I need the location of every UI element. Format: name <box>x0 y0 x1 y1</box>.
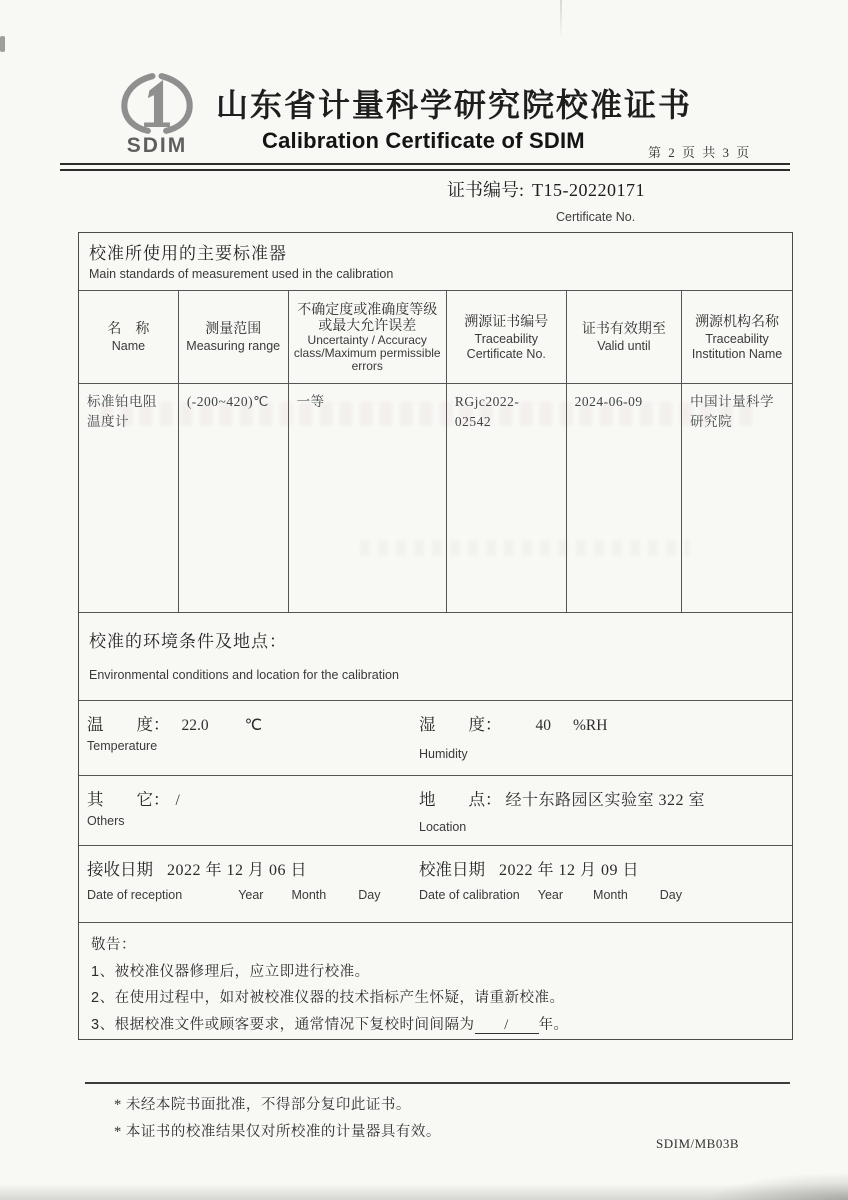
certificate-number <box>447 176 645 202</box>
humidity-unit: %RH <box>573 717 608 734</box>
cell-name: 标准铂电阻温度计 <box>79 384 179 612</box>
cell-institution: 中国计量科学研究院 <box>690 394 775 429</box>
others-label-cn: 其 它： <box>87 791 170 809</box>
column-header-uncertainty-en: Uncertainty / Accuracy class/Maximum permissible errors <box>293 333 441 373</box>
environment-section-header <box>79 613 792 701</box>
page-number: 第 2 页 共 3 页 <box>648 145 752 160</box>
certificate-number-value: T15-20220171 <box>532 180 646 200</box>
notice-item-2: 2、在使用过程中，如对被校准仪器的技术指标产生怀疑，请重新校准。 <box>91 990 565 1006</box>
cell-valid-until: 2024-06-09 <box>567 384 683 612</box>
calibration-day-label: Day <box>659 888 683 902</box>
temperature-unit: ℃ <box>244 717 263 734</box>
location-field <box>419 786 705 834</box>
humidity-field <box>419 711 607 761</box>
temperature-field <box>87 711 262 753</box>
column-header-institution-en: Traceability Institution Name <box>691 332 783 361</box>
page-title-cn: 山东省计量科学研究院校准证书 <box>216 87 693 123</box>
standards-section-header <box>79 233 792 291</box>
cell-cert-no: RGjc2022-02542 <box>447 384 567 612</box>
sdim-logo <box>96 72 218 158</box>
reception-month-label: Month <box>291 888 327 902</box>
reception-date-value: 2022 年 12 月 06 日 <box>167 862 308 879</box>
calibration-date-value: 2022 年 12 月 09 日 <box>499 862 640 879</box>
others-field <box>87 786 180 828</box>
column-header-range <box>179 291 289 383</box>
column-header-traceability-no-en: Traceability Certificate No. <box>466 332 546 361</box>
location-value: 经十东路园区实验室 322 室 <box>505 792 706 809</box>
scan-corner-shadow <box>708 1172 848 1200</box>
footer-divider <box>85 1082 790 1084</box>
reception-date-en: Date of reception <box>87 888 183 902</box>
column-header-traceability-no-cn: 溯源证书编号 <box>464 313 549 329</box>
location-label-cn: 地 点： <box>419 791 502 809</box>
column-header-name-cn: 名 称 <box>107 320 150 337</box>
notice-item-3 <box>91 1012 780 1039</box>
certificate-number-label-en: Certificate No. <box>556 210 636 224</box>
environment-title-en: Environmental conditions and location for the calibration <box>89 668 399 682</box>
reception-day-label: Day <box>358 888 381 902</box>
scan-crease <box>560 0 562 40</box>
certificate-body <box>78 232 793 1040</box>
page-title-en: Calibration Certificate of SDIM <box>262 128 585 153</box>
temperature-label-en: Temperature <box>87 739 158 753</box>
humidity-label-cn: 湿 度： <box>419 716 502 734</box>
others-location-row <box>79 776 792 846</box>
column-header-institution <box>682 291 792 383</box>
calibration-date-label-cn: 校准日期 <box>419 861 485 879</box>
temperature-humidity-row <box>79 701 792 776</box>
location-label-en: Location <box>419 820 467 834</box>
sdim-logo-icon <box>119 72 195 138</box>
standards-title-en: Main standards of measurement used in the calibration <box>89 267 394 281</box>
standards-title-cn: 校准所使用的主要标准器 <box>89 244 287 263</box>
header-divider <box>60 163 790 171</box>
others-label-en: Others <box>87 814 125 828</box>
calibration-date-field <box>419 856 682 902</box>
notice-section <box>79 923 792 1041</box>
column-header-name <box>79 291 179 383</box>
reception-year-label: Year <box>238 888 264 902</box>
logo-wordmark: SDIM <box>126 134 188 157</box>
form-code: SDIM/MB03B <box>656 1136 740 1151</box>
column-header-uncertainty <box>289 291 447 383</box>
standards-table-header <box>79 291 792 384</box>
footer-notes <box>114 1092 441 1146</box>
humidity-value: 40 <box>535 717 551 734</box>
notice-item-1: 1、被校准仪器修理后，应立即进行校准。 <box>91 963 370 980</box>
calibration-date-en: Date of calibration <box>419 888 520 902</box>
reception-date-field <box>87 856 380 902</box>
scan-bleedthrough <box>100 402 760 426</box>
scan-speck <box>0 36 5 52</box>
humidity-label-en: Humidity <box>419 747 468 761</box>
calibration-year-label: Year <box>537 888 564 902</box>
cell-range: (-200~420)℃ <box>179 384 289 612</box>
others-value: / <box>175 792 180 809</box>
column-header-uncertainty-cn: 不确定度或准确度等级或最大允许误差 <box>297 301 438 333</box>
reception-date-label-cn: 接收日期 <box>87 861 153 879</box>
environment-title-cn: 校准的环境条件及地点： <box>89 632 287 651</box>
dates-row <box>79 846 792 923</box>
notice-item-3-blank: / <box>475 1018 539 1034</box>
temperature-label-cn: 温 度： <box>87 716 170 734</box>
scan-bleedthrough <box>360 540 690 556</box>
column-header-name-en: Name <box>111 339 146 354</box>
notice-title: 敬告： <box>91 937 136 953</box>
column-header-range-cn: 测量范围 <box>205 320 262 337</box>
column-header-institution-cn: 溯源机构名称 <box>695 313 780 329</box>
column-header-valid-until-cn: 证书有效期至 <box>581 320 666 337</box>
footer-note-2: * 本证书的校准结果仅对所校准的计量器具有效。 <box>114 1124 441 1140</box>
column-header-traceability-no <box>447 291 567 383</box>
column-header-valid-until-en: Valid until <box>597 339 651 354</box>
column-header-valid-until <box>567 291 683 383</box>
cell-accuracy: 一等 <box>289 384 447 612</box>
footer-note-1: * 未经本院书面批准，不得部分复印此证书。 <box>114 1097 411 1113</box>
column-header-range-en: Measuring range <box>186 339 281 354</box>
notice-item-3-suffix: 年。 <box>538 1016 569 1033</box>
notice-item-3-prefix: 3、根据校准文件或顾客要求，通常情况下复校时间间隔为 <box>91 1016 475 1033</box>
calibration-date-label-en <box>419 888 682 902</box>
certificate-number-label: 证书编号: <box>447 180 525 200</box>
calibration-month-label: Month <box>593 888 628 902</box>
temperature-value: 22.0 <box>181 717 209 734</box>
reception-date-label-en <box>87 888 380 902</box>
